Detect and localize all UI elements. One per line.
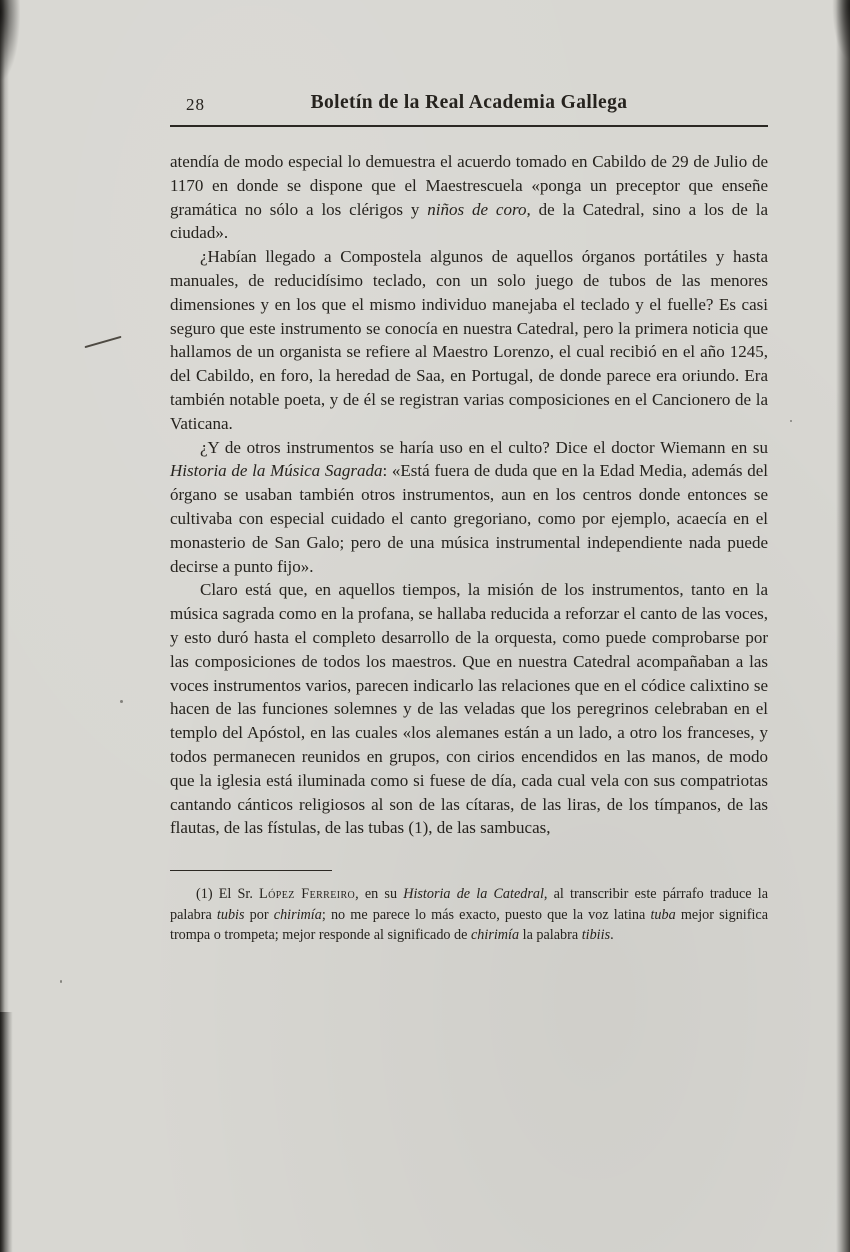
body-paragraphs — [170, 150, 768, 840]
header-title: Boletín de la Real Academia Gallega — [310, 92, 628, 113]
handwritten-mark — [84, 336, 121, 348]
paragraph — [170, 578, 768, 840]
text-segment: Historia de la Catedral — [403, 886, 544, 903]
paragraph — [170, 150, 768, 245]
scan-corner-bottom-left — [0, 1012, 16, 1252]
text-segment: ¿Habían llegado a Compostela algunos de aquellos órganos portátiles y hasta manuales, de reducidísimo teclado, con un solo juego de tubos de las menores dimensiones y en los que el mismo individuo manejaba el teclado y el fuelle? Es casi seguro que este instrumento se conocía en nuestra Catedral, pero la primera noticia que hallamos de un organista se refiere al Maestro Lorenzo, el cual recibió en el año 1245, del Cabildo, en foro, la heredad de Saa, en Portugal, de donde parece era oriundo. Era también notable poeta, y de él se registran varias composiciones en el Cancionero de la Vaticana. — [170, 247, 768, 433]
text-segment: (1) El Sr. — [196, 886, 260, 903]
text-segment: Claro está que, en aquellos tiempos, la misión de los instrumentos, tanto en la música sagrada como en la profana, se hallaba reducida a reforzar el canto de las voces, y esto duró hasta el completo desarrollo de la orquesta, como puede comprobarse por las composiciones de todos los maestros. Que en nuestra Catedral acompañaban a las voces instrumentos varios, parecen indicarlo las relaciones que en el códice calixtino se hacen de las funciones solemnes y de las veladas que los peregrinos celebraban en el templo del Apóstol, en las cuales «los alemanes están a un lado, a otro los franceses, y todos permanecen reunidos en grupos, con cirios encendidos en las manos, de modo que la iglesia está iluminada como si fuese de día, cada cual vela con sus compatriotas cantando cánticos religiosos al son de las cítaras, de las liras, de los tímpanos, de las flautas, de las fístulas, de las tubas (1), de las sambucas, — [170, 580, 768, 838]
footnote-text — [170, 884, 768, 946]
scan-corner-top-right — [832, 0, 850, 60]
text-block — [170, 92, 768, 946]
scan-speck — [60, 980, 62, 983]
text-segment: Historia de la Música Sagrada — [170, 461, 383, 481]
scan-speck — [120, 700, 123, 703]
text-segment: tibiis — [581, 927, 611, 944]
scan-edge-left — [0, 0, 9, 1252]
text-segment: tubis — [216, 906, 245, 923]
text-segment: chirimía — [273, 906, 322, 923]
scan-speck — [790, 420, 792, 422]
text-segment: , en su — [355, 886, 404, 903]
text-segment: : «Está fuera de duda que en la Edad Media, además del órgano se usaban también otros instrumentos, aun en los centros donde entonces se cultivaba con especial cuidado el canto gregoriano, como por ejemplo, acaecía en el monasterio de San Galo; pero de una música instrumental independiente nada puede decirse a punto fijo». — [170, 461, 769, 576]
text-segment: atendía de modo especial lo demuestra el acuerdo tomado en Cabildo de 29 de Julio de 1170 en donde se dispone que el Maestrescuela «ponga un preceptor que enseñe gramática no sólo a los clérigos y — [170, 152, 768, 219]
text-segment: niños de coro, — [427, 199, 531, 219]
running-header — [170, 92, 768, 118]
text-segment: López Ferreiro — [259, 886, 356, 903]
text-segment: mejor significa trompa o trompeta; mejor responde al significado de — [170, 906, 768, 944]
scan-corner-top-left — [0, 0, 20, 80]
text-segment: ¿Y de otros instrumentos se haría uso en el culto? Dice el doctor Wiemann en su — [200, 437, 768, 457]
text-segment: , al transcribir este párrafo traduce la palabra — [170, 886, 768, 923]
text-segment: la palabra — [519, 927, 582, 944]
paragraph — [170, 436, 768, 579]
scan-edge-right — [836, 0, 850, 1252]
text-segment: de la Catedral, sino a los de la ciudad». — [170, 199, 768, 243]
text-segment: ; no me parece lo más exacto, puesto que la voz latina — [321, 906, 651, 923]
text-segment: por — [244, 906, 274, 923]
header-rule — [170, 125, 768, 127]
text-segment: chirimía — [471, 927, 520, 944]
paragraph — [170, 245, 768, 435]
page-number: 28 — [186, 95, 205, 114]
footnote-rule — [170, 870, 332, 871]
text-segment: . — [610, 927, 614, 944]
text-segment: tuba — [650, 906, 676, 923]
